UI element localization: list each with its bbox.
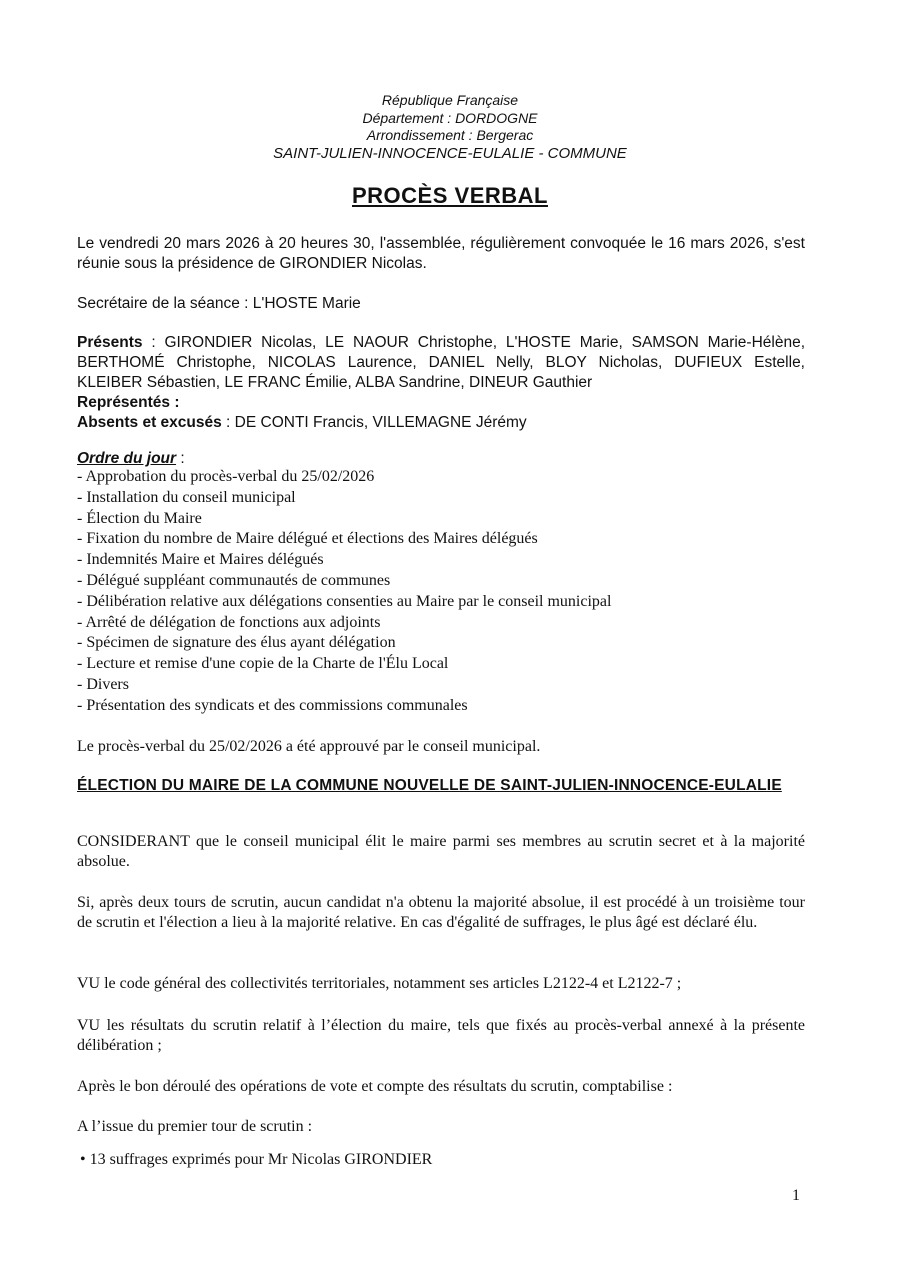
- list-item: - Délibération relative aux délégations consenties au Maire par le conseil municipal: [77, 592, 612, 610]
- represented-colon: :: [170, 394, 180, 411]
- considerant-paragraph: CONSIDERANT que le conseil municipal élit le maire parmi ses membres au scrutin secret et à la majorité absolue.: [77, 833, 805, 870]
- represented-label: Représentés: [77, 394, 171, 411]
- secretary-line: Secrétaire de la séance : L'HOSTE Marie: [77, 295, 361, 312]
- attendance-block: [77, 333, 805, 433]
- intro-paragraph: Le vendredi 20 mars 2026 à 20 heures 30, l'assemblée, régulièrement convoquée le 16 mars 2026, s'est réunie sous la présidence de GIRONDIER Nicolas.: [77, 235, 805, 272]
- document-header: [0, 92, 900, 162]
- list-item: - Approbation du procès-verbal du 25/02/2026: [77, 468, 375, 485]
- header-arrondissement: Arrondissement : Bergerac: [366, 127, 534, 143]
- list-item: - Présentation des syndicats et des commissions communales: [77, 696, 468, 714]
- premier-tour-line: A l’issue du premier tour de scrutin :: [77, 1118, 313, 1135]
- absent-line: [77, 413, 805, 433]
- header-republic: République Française: [381, 92, 519, 108]
- list-item: - Installation du conseil municipal: [77, 488, 296, 506]
- list-item: - Divers: [77, 675, 129, 693]
- page-number: 1: [792, 1187, 800, 1204]
- section-heading: ÉLECTION DU MAIRE DE LA COMMUNE NOUVELLE DE SAINT-JULIEN-INNOCENCE-EULALIE: [77, 777, 782, 794]
- list-item: - Élection du Maire: [77, 509, 202, 527]
- absent-names: : DE CONTI Francis, VILLEMAGNE Jérémy: [221, 414, 527, 431]
- list-item: - Lecture et remise d'une copie de la Charte de l'Élu Local: [77, 655, 449, 673]
- list-item: - Spécimen de signature des élus ayant délégation: [77, 634, 396, 652]
- vote-result-item: • 13 suffrages exprimés pour Mr Nicolas GIRONDIER: [80, 1151, 433, 1168]
- list-item: - Indemnités Maire et Maires délégués: [77, 551, 324, 569]
- absent-label: Absents et excusés: [77, 414, 222, 431]
- present-line: [77, 333, 805, 393]
- list-item: - Arrêté de délégation de fonctions aux adjoints: [77, 613, 381, 631]
- present-names: : GIRONDIER Nicolas, LE NAOUR Christophe, L'HOSTE Marie, SAMSON Marie-Hélène, BERTHOMÉ Christophe, NICOLAS Laurence, DANIEL Nelly, BLOY Nicholas, DUFIEUX Estelle, KLEIBER Sébastien, LE FRANC Émilie, ALBA Sandrine, DINEUR Gauthier: [77, 334, 805, 391]
- vu-resultats-paragraph: VU les résultats du scrutin relatif à l’élection du maire, tels que fixés au procès-verbal annexé à la présente délibération ;: [77, 1017, 805, 1054]
- agenda-title: Ordre du jour: [77, 450, 177, 467]
- apres-paragraph: Après le bon déroulé des opérations de vote et compte des résultats du scrutin, comptabilise :: [77, 1078, 673, 1095]
- present-label: Présents: [77, 334, 143, 351]
- agenda-list: [77, 467, 805, 717]
- header-commune: SAINT-JULIEN-INNOCENCE-EULALIE - COMMUNE: [273, 144, 627, 162]
- list-item: - Délégué suppléant communautés de communes: [77, 571, 391, 589]
- agenda-heading: [77, 449, 805, 469]
- tours-paragraph: Si, après deux tours de scrutin, aucun candidat n'a obtenu la majorité absolue, il est procédé à un troisième tour de scrutin et l'élection a lieu à la majorité relative. En cas d'égalité de suffrages, le plus âgé est déclaré élu.: [77, 894, 805, 931]
- page-title: PROCÈS VERBAL: [352, 183, 548, 208]
- header-department: Département : DORDOGNE: [362, 109, 538, 126]
- approval-line: Le procès-verbal du 25/02/2026 a été approuvé par le conseil municipal.: [77, 738, 541, 755]
- agenda-colon: :: [176, 450, 185, 467]
- vu-code-paragraph: VU le code général des collectivités territoriales, notamment ses articles L2122-4 et L2122-7 ;: [77, 975, 682, 992]
- list-item: - Fixation du nombre de Maire délégué et élections des Maires délégués: [77, 530, 538, 548]
- represented-line: [77, 393, 805, 413]
